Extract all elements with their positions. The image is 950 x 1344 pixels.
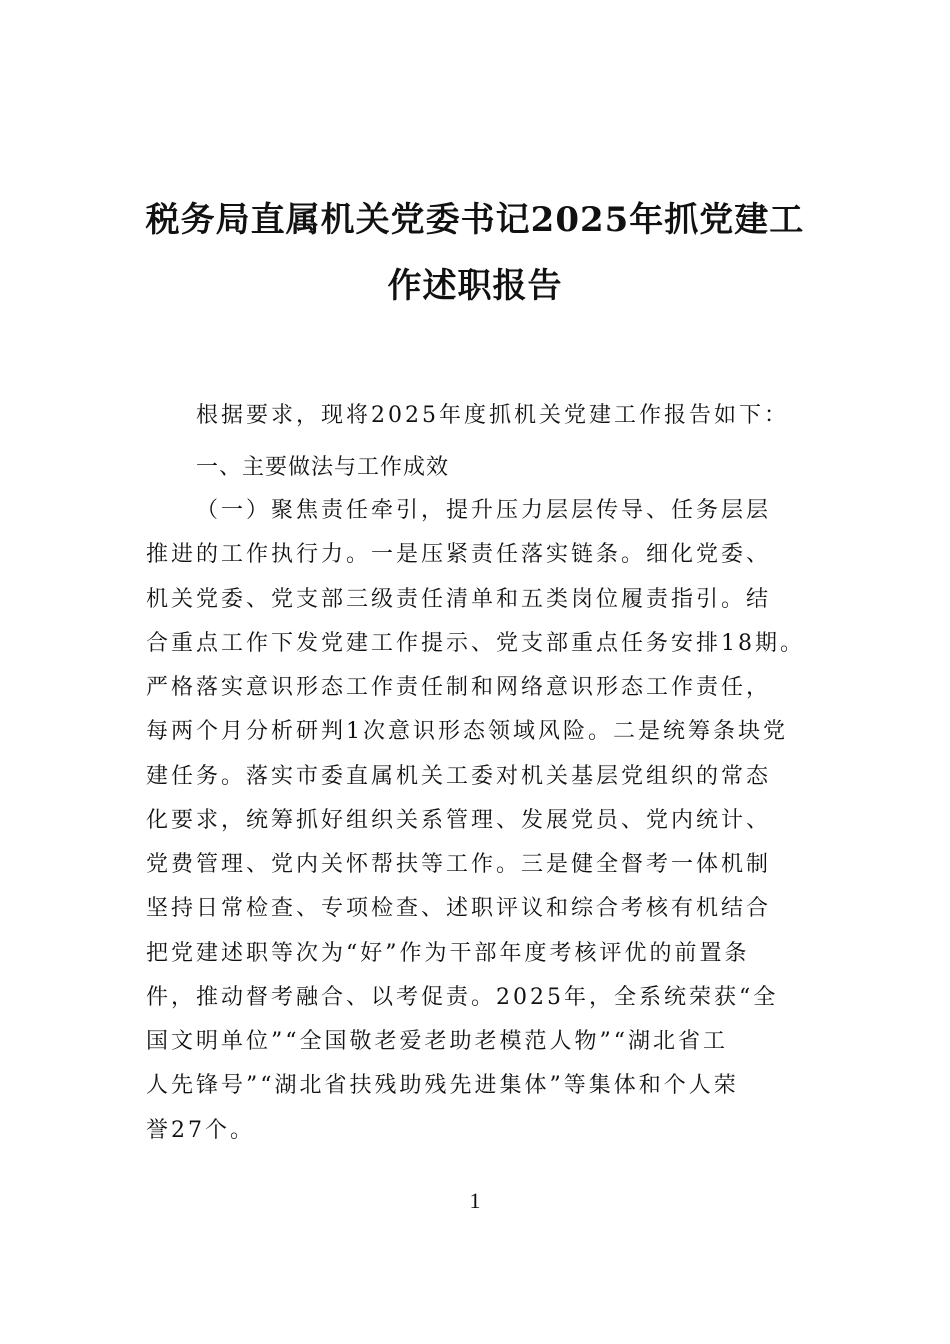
body-line: 坚持日常检查、专项检查、述职评议和综合考核有机结合 — [146, 896, 772, 921]
body-line: 机关党委、党支部三级责任清单和五类岗位履责指引。结 — [146, 587, 772, 612]
body-line: 严格落实意识形态工作责任制和网络意识形态工作责任， — [146, 675, 772, 700]
body-line: 每两个月分析研判1次意识形态领域风险。二是统筹条块党 — [146, 719, 788, 744]
body-line: 国文明单位”“全国敬老爱老助老模范人物”“湖北省工 — [146, 1029, 728, 1054]
document-title-line-2: 作述职报告 — [387, 266, 563, 306]
intro-paragraph: 根据要求，现将2025年度抓机关党建工作报告如下： — [196, 403, 789, 428]
page-number: 1 — [469, 1188, 481, 1213]
body-line: 建任务。落实市委直属机关工委对机关基层党组织的常态 — [146, 764, 772, 789]
body-line: 件，推动督考融合、以考促责。2025年，全系统荣获“全 — [146, 985, 779, 1010]
body-line: 人先锋号”“湖北省扶残助残先进集体”等集体和个人荣 — [146, 1073, 739, 1098]
body-line: 合重点工作下发党建工作提示、党支部重点任务安排18期。 — [146, 631, 805, 656]
body-line: 化要求，统筹抓好组织关系管理、发展党员、党内统计、 — [146, 808, 772, 833]
body-line: 把党建述职等次为“好”作为干部年度考核评优的前置条 — [146, 941, 750, 966]
document-title-line-1: 税务局直属机关党委书记2025年抓党建工 — [145, 200, 805, 240]
body-line: 推进的工作执行力。一是压紧责任落实链条。细化党委、 — [146, 542, 772, 567]
body-line: 党费管理、党内关怀帮扶等工作。三是健全督考一体机制 — [146, 852, 772, 877]
section-heading: 一、主要做法与工作成效 — [196, 455, 450, 480]
body-line: （一）聚焦责任牵引，提升压力层层传导、任务层层 — [196, 498, 772, 523]
body-line: 誉27个。 — [146, 1118, 255, 1143]
